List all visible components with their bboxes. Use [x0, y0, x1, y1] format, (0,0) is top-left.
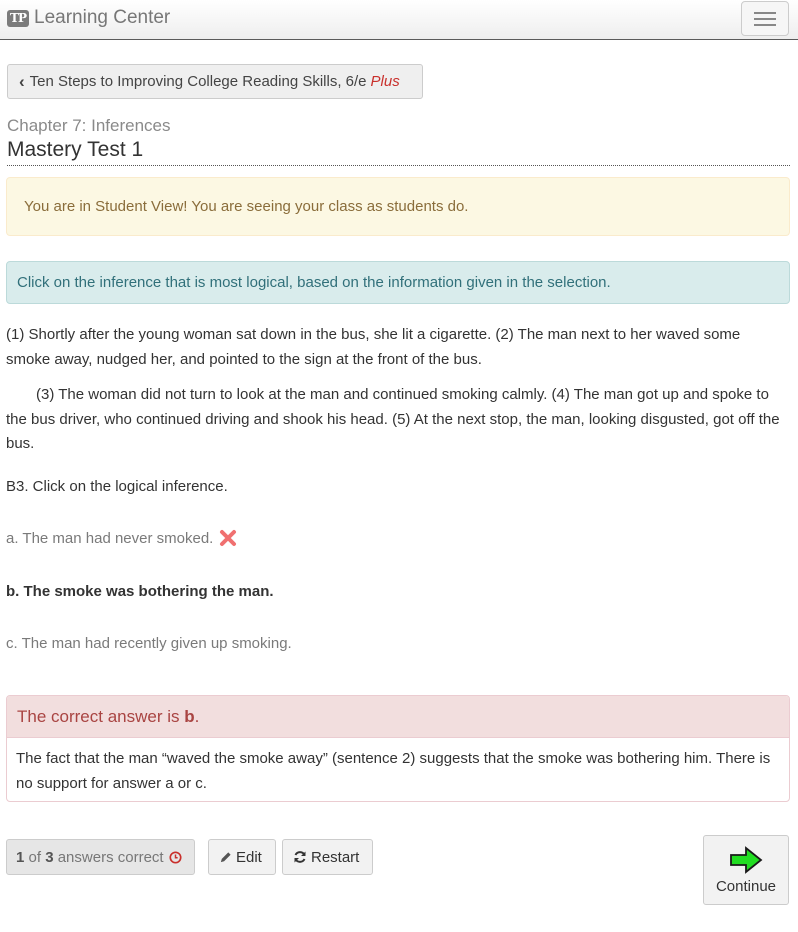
choice-c-text: c. The man had recently given up smoking.	[6, 635, 292, 652]
student-view-alert	[6, 177, 790, 236]
reading-passage	[6, 323, 784, 468]
total-count: 3	[45, 848, 54, 866]
instruction-text: Click on the inference that is most logical, based on the information given in the selection.	[17, 274, 611, 291]
brand[interactable]	[7, 7, 170, 29]
plus-label: Plus	[370, 73, 400, 90]
navbar	[0, 0, 798, 40]
choice-b[interactable]	[6, 583, 274, 600]
answer-feedback-panel	[6, 695, 790, 802]
book-title: Ten Steps to Improving College Reading Skills, 6/e	[29, 73, 367, 90]
passage-paragraph: (3) The woman did not turn to look at the man and continued smoking calmly. (4) The man got up and spoke to the bus driver, who continued driving and shook his head. (5) At the next stop, the man, looking disgusted, got off the bus.	[6, 386, 780, 452]
green-arrow-right-icon	[729, 846, 763, 874]
score-badge[interactable]	[6, 839, 195, 875]
student-view-text: You are in Student View! You are seeing your class as students do.	[24, 198, 469, 215]
restart-label: Restart	[311, 848, 360, 866]
title-divider	[7, 165, 790, 166]
chapter-label: Chapter 7: Inferences	[7, 116, 171, 135]
score-answers-text: answers correct	[53, 848, 164, 866]
pencil-icon	[219, 851, 232, 864]
instruction-alert	[6, 261, 790, 304]
chevron-left-icon: ‹	[19, 71, 25, 91]
x-mark-icon	[219, 529, 237, 547]
continue-button[interactable]	[703, 835, 789, 905]
continue-label: Continue	[715, 877, 777, 895]
choice-b-text: b. The smoke was bothering the man.	[6, 583, 274, 600]
edit-label: Edit	[236, 848, 262, 866]
answer-explanation: The fact that the man “waved the smoke away” (sentence 2) suggests that the smoke was bothering him. There is no support for answer a or c.	[16, 750, 771, 792]
answer-heading-suffix: .	[194, 706, 200, 726]
brand-title: Learning Center	[34, 7, 171, 28]
choice-a-text: a. The man had never smoked.	[6, 529, 214, 547]
tp-logo: TP	[7, 10, 29, 27]
refresh-icon	[293, 850, 307, 864]
answer-heading	[7, 696, 789, 738]
page-title: Mastery Test 1	[7, 138, 144, 161]
edit-button[interactable]	[208, 839, 276, 875]
back-to-book-button[interactable]	[7, 64, 423, 99]
score-of: of	[24, 848, 46, 866]
clock-icon	[169, 851, 182, 864]
correct-answer-letter: b	[184, 706, 195, 726]
answer-heading-prefix: The correct answer is	[17, 706, 185, 726]
question-prompt: B3. Click on the logical inference.	[6, 478, 228, 495]
choice-c[interactable]	[6, 635, 292, 652]
correct-count: 1	[16, 848, 25, 866]
choice-a[interactable]	[6, 529, 237, 547]
restart-button[interactable]	[282, 839, 373, 875]
passage-paragraph: (1) Shortly after the young woman sat down in the bus, she lit a cigarette. (2) The man next to her waved some smoke away, nudged her, and pointed to the sign at the front of the bus.	[6, 326, 741, 368]
menu-toggle-button[interactable]	[741, 1, 789, 36]
